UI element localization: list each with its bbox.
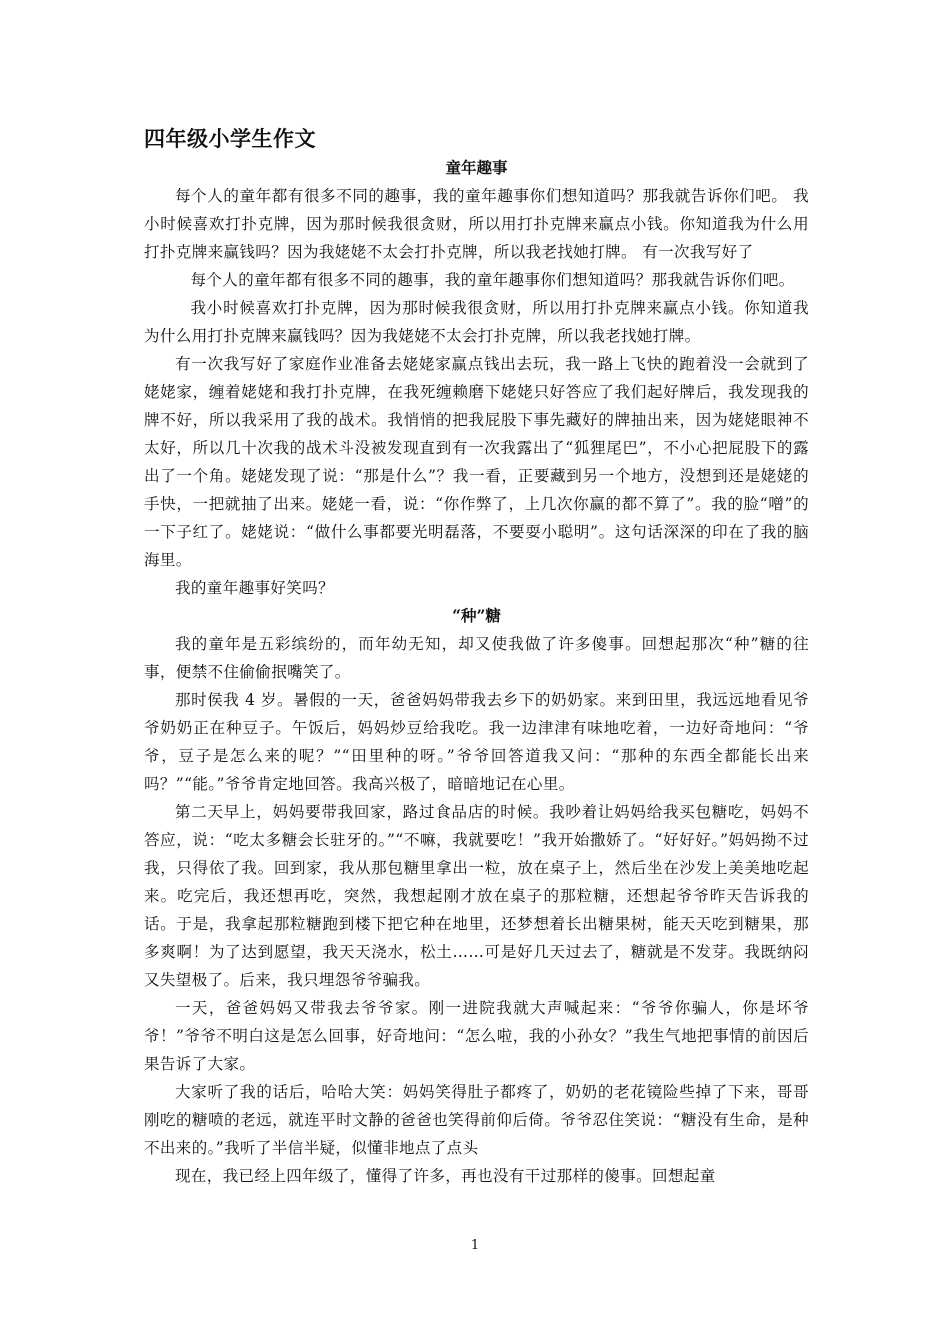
page-number: 1 bbox=[470, 1238, 480, 1253]
paragraph: 每个人的童年都有很多不同的趣事，我的童年趣事你们想知道吗？那我就告诉你们吧。 bbox=[190, 271, 795, 289]
paragraph: 每个人的童年都有很多不同的趣事，我的童年趣事你们想知道吗？那我就告诉你们吧。 我小时候喜欢打扑克牌，因为那时候我很贪财，所以用打扑克牌来赢点小钱。你知道我为什么用打扑克牌来赢钱吗？因为我姥姥不太会打扑克牌，所以我老找她打牌。 有一次我写好了 bbox=[144, 187, 809, 261]
paragraph: 有一次我写好了家庭作业准备去姥姥家赢点钱出去玩，我一路上飞快的跑着没一会就到了姥姥家，缠着姥姥和我打扑克牌，在我死缠赖磨下姥姥只好答应了我们起好牌后，我发现我的牌不好，所以我采用了我的战术。我悄悄的把我屁股下事先藏好的牌抽出来，因为姥姥眼神不太好，所以几十次我的战术斗没被发现直到有一次我露出了“狐狸尾巴”，不小心把屁股下的露出了一个角。姥姥发现了说：“那是什么”？我一看，正要藏到另一个地方，没想到还是姥姥的手快，一把就抽了出来。姥姥一看，说：“你作弊了，上几次你赢的都不算了”。我的脸“噌”的一下子红了。姥姥说：“做什么事都要光明磊落，不要耍小聪明”。这句话深深的印在了我的脑海里。 bbox=[144, 355, 809, 569]
paragraph: 第二天早上，妈妈要带我回家，路过食品店的时候。我吵着让妈妈给我买包糖吃，妈妈不答应，说：“吃太多糖会长驻牙的。”“不嘛，我就要吃！”我开始撒娇了。“好好好。”妈妈拗不过我，只得依了我。回到家，我从那包糖里拿出一粒，放在桌子上，然后坐在沙发上美美地吃起来。吃完后，我还想再吃，突然，我想起刚才放在桌子的那粒糖，还想起爷爷昨天告诉我的话。于是，我拿起那粒糖跑到楼下把它种在地里，还梦想着长出糖果树，能天天吃到糖果，那多爽啊！为了达到愿望，我天天浇水，松土……可是好几天过去了，糖就是不发芽。我既纳闷又失望极了。后来，我只埋怨爷爷骗我。 bbox=[144, 803, 809, 989]
document-body bbox=[144, 124, 809, 1190]
document-title: 四年级小学生作文 bbox=[144, 127, 316, 151]
section-heading: “种”糖 bbox=[452, 606, 501, 625]
paragraph: 我的童年趣事好笑吗？ bbox=[175, 579, 335, 597]
paragraph: 大家听了我的话后，哈哈大笑：妈妈笑得肚子都疼了，奶奶的老花镜险些掉了下来，哥哥刚吃的糖喷的老远，就连平时文静的爸爸也笑得前仰后倚。爷爷忍住笑说：“糖没有生命，是种不出来的。”我听了半信半疑，似懂非地点了点头 bbox=[144, 1083, 809, 1157]
section-heading: 童年趣事 bbox=[445, 158, 508, 177]
paragraph: 我的童年是五彩缤纷的，而年幼无知，却又使我做了许多傻事。回想起那次“种”糖的往事，便禁不住偷偷抿嘴笑了。 bbox=[144, 635, 809, 681]
paragraph: 现在，我已经上四年级了，懂得了许多，再也没有干过那样的傻事。回想起童 bbox=[175, 1167, 716, 1185]
paragraph: 那时侯我 4 岁。暑假的一天，爸爸妈妈带我去乡下的奶奶家。来到田里，我远远地看见爷爷奶奶正在种豆子。午饭后，妈妈炒豆给我吃。我一边津津有味地吃着，一边好奇地问：“爷爷，豆子是怎么来的呢？”“田里种的呀。”爷爷回答道我又问：“那种的东西全都能长出来吗？”“能。”爷爷肯定地回答。我高兴极了，暗暗地记在心里。 bbox=[144, 691, 809, 793]
paragraph: 一天，爸爸妈妈又带我去爷爷家。刚一进院我就大声喊起来：“爷爷你骗人，你是坏爷爷！”爷爷不明白这是怎么回事，好奇地问：“怎么啦，我的小孙女？”我生气地把事情的前因后果告诉了大家。 bbox=[144, 999, 809, 1073]
paragraph: 我小时候喜欢打扑克牌，因为那时候我很贪财，所以用打扑克牌来赢点小钱。你知道我为什么用打扑克牌来赢钱吗？因为我姥姥不太会打扑克牌，所以我老找她打牌。 bbox=[144, 299, 809, 345]
